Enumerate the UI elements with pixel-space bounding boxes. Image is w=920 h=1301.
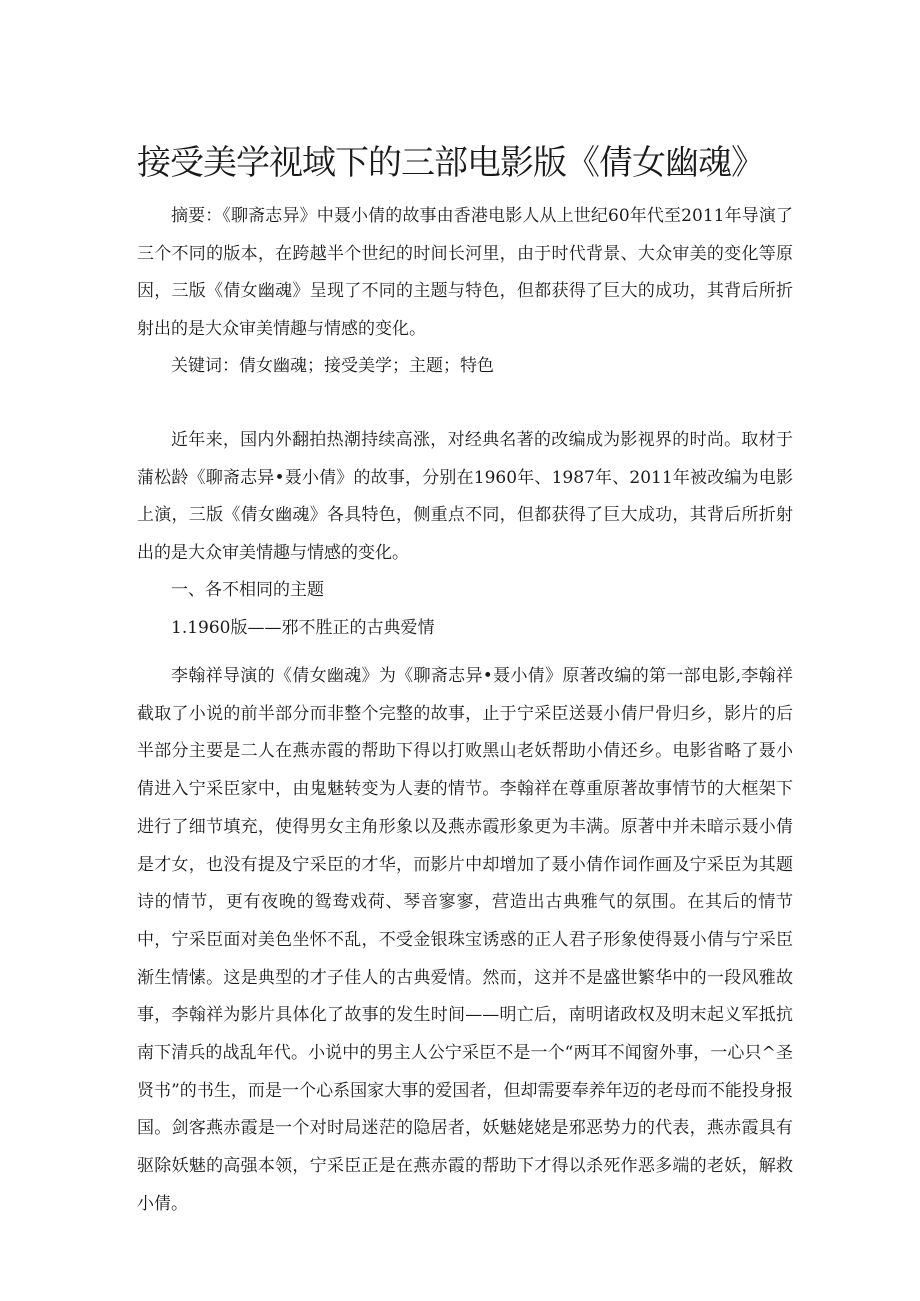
body-paragraph: 李翰祥导演的《倩女幽魂》为《聊斋志异•聂小倩》原著改编的第一部电影,李翰祥截取了小说的前半部分而非整个完整的故事，止于宁采臣送聂小倩尸骨归乡，影片的后半部分主要是二人在燕赤霞的帮助下得以打败黑山老妖帮助小倩还乡。电影省略了聂小倩进入宁采臣家中，由鬼魅转变为人妻的情节。李翰祥在尊重原著故事情节的大框架下进行了细节填充，使得男女主角形象以及燕赤霞形象更为丰满。原著中并未暗示聂小倩是才女，也没有提及宁采臣的才华，而影片中却增加了聂小倩作词作画及宁采臣为其题诗的情节，更有夜晚的鸳鸯戏荷、琴音寥寥，营造出古典雅气的氛围。在其后的情节中，宁采臣面对美色坐怀不乱，不受金银珠宝诱惑的正人君子形象使得聂小倩与宁采臣渐生情愫。这是典型的才子佳人的古典爱情。然而，这并不是盛世繁华中的一段风雅故事，李翰祥为影片具体化了故事的发生时间——明亡后，南明诸政权及明末起义军抵抗南下清兵的战乱年代。小说中的男主人公宁采臣不是一个“两耳不闻窗外事，一心只^圣贤书”的书生，而是一个心系国家大事的爱国者，但却需要奉养年迈的老母而不能投身报国。剑客燕赤霞是一个对时局迷茫的隐居者，妖魅姥姥是邪恶势力的代表，燕赤霞具有驱除妖魅的高强本领，宁采臣正是在燕赤霞的帮助下才得以杀死作恶多端的老妖，解救小倩。	[137, 666, 793, 1214]
subsection-heading: 1.1960版——邪不胜正的古典爱情	[171, 618, 435, 638]
paper-title: 接受美学视域下的三部电影版《倩女幽魂》	[137, 143, 764, 183]
abstract-paragraph: 摘要：《聊斋志异》中聂小倩的故事由香港电影人从上世纪60年代至2011年导演了三个不同的版本，在跨越半个世纪的时间长河里，由于时代背景、大众审美的变化等原因，三版《倩女幽魂》呈现了不同的主题与特色，但都获得了巨大的成功，其背后所折射出的是大众审美情趣与情感的变化。	[137, 206, 793, 339]
keywords-line: 关键词：倩女幽魂；接受美学；主题；特色	[171, 356, 494, 376]
intro-paragraph: 近年来，国内外翻拍热潮持续高涨，对经典名著的改编成为影视界的时尚。取材于蒲松龄《聊斋志异•聂小倩》的故事，分别在1960年、1987年、2011年被改编为电影上演，三版《倩女幽魂》各具特色，侧重点不同，但都获得了巨大成功，其背后所折射出的是大众审美情趣与情感的变化。	[137, 430, 793, 563]
section-heading: 一、各不相同的主题	[171, 580, 324, 600]
